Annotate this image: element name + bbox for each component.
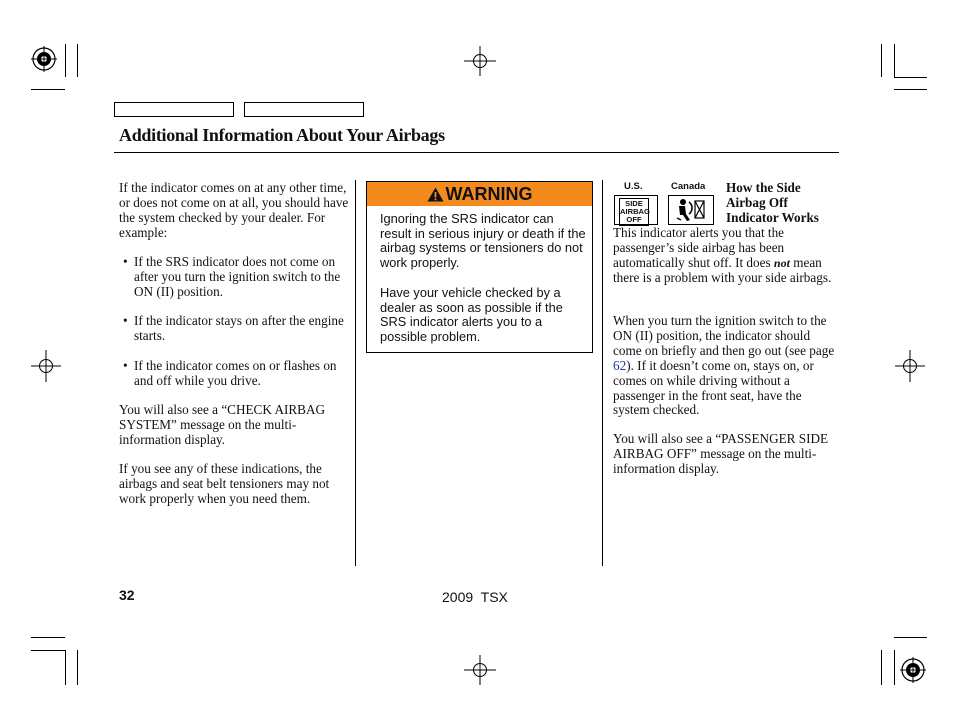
crop-mark (894, 89, 927, 90)
warning-text-1: Ignoring the SRS indicator can result in serious injury or death if the airbag systems or tensioners do not work properly. (380, 211, 586, 270)
crop-mark (894, 637, 927, 638)
warning-header (367, 182, 592, 206)
crop-mark (31, 637, 65, 638)
icon-us-label: U.S. (624, 181, 643, 192)
crop-mark (77, 44, 78, 77)
crop-mark (881, 650, 882, 685)
emphasis-not: not (773, 255, 790, 270)
section-tab-box (244, 102, 364, 117)
indicator-text-a: This indicator alerts you that the passenger’s side airbag has been automatically shut off. It does (613, 225, 785, 270)
registration-target-icon (31, 46, 57, 72)
list-item-text: If the indicator stays on after the engine starts. (134, 313, 344, 343)
ignition-text-a: When you turn the ignition switch to the ON (II) position, the indicator should come on briefly and then go out (see page (613, 313, 835, 358)
crop-mark (77, 650, 78, 685)
crop-mark (65, 650, 66, 685)
check-airbag-paragraph: You will also see a “CHECK AIRBAG SYSTEM” message on the multi-information display. (119, 402, 325, 447)
column-divider (355, 180, 356, 566)
registration-crosshair-icon (31, 350, 61, 382)
crop-mark (65, 44, 66, 77)
bullet-icon: • (123, 358, 128, 373)
list-item-text: If the SRS indicator does not come on after you turn the ignition switch to the ON (II) position. (134, 254, 341, 299)
registration-crosshair-icon (464, 46, 496, 76)
indicator-text-b: mean there is a problem with your side airbags. (613, 254, 832, 285)
registration-crosshair-icon (895, 350, 925, 382)
crop-mark (31, 650, 65, 651)
warning-text-2: Have your vehicle checked by a dealer as soon as possible if the SRS indicator alerts you to a possible problem. (380, 285, 563, 344)
page-reference-link[interactable]: 62 (613, 357, 627, 373)
bullet-icon: • (123, 313, 128, 328)
indicator-paragraph (613, 226, 841, 286)
title-underline (114, 152, 839, 153)
warning-box (366, 181, 593, 353)
side-airbag-off-us-icon (614, 195, 658, 225)
column-divider (602, 180, 603, 566)
indications-paragraph: If you see any of these indications, the airbags and seat belt tensioners may not work properly when you need them. (119, 461, 330, 506)
page-number: 32 (119, 587, 135, 603)
intro-paragraph: If the indicator comes on at any other time, or does not come on at all, you should have the system checked by your dealer. For example: (119, 180, 349, 240)
model-label: 2009 TSX (442, 589, 508, 605)
section-tab-box (114, 102, 234, 117)
list-item (123, 313, 350, 344)
registration-target-icon (900, 657, 926, 683)
bullet-icon: • (123, 254, 128, 269)
side-airbag-off-canada-icon (668, 195, 714, 225)
list-item-text: If the indicator comes on or flashes on and off while you drive. (134, 358, 337, 388)
list-item (123, 358, 350, 389)
side-airbag-subheading: How the Side Airbag Off Indicator Works (726, 180, 819, 225)
icon-canada-label: Canada (671, 181, 706, 192)
crop-mark (894, 650, 895, 685)
page-title: Additional Information About Your Airbags (119, 125, 445, 145)
ignition-paragraph (613, 314, 841, 418)
ignition-text-b: ). If it doesn’t come on, stays on, or comes on while driving without a passenger in the front seat, have the system checked. (613, 357, 814, 418)
passenger-airbag-paragraph: You will also see a “PASSENGER SIDE AIRBAG OFF” message on the multi-information display. (613, 431, 829, 476)
warning-triangle-icon (427, 184, 444, 208)
warning-label: WARNING (445, 184, 533, 204)
side-airbag-off-icon-text: SIDE AIRBAG OFF (620, 199, 650, 224)
crop-mark (31, 89, 65, 90)
list-item (123, 254, 350, 300)
crop-mark (894, 77, 927, 78)
crop-mark (881, 44, 882, 77)
crop-mark (894, 44, 895, 77)
registration-crosshair-icon (464, 655, 496, 685)
